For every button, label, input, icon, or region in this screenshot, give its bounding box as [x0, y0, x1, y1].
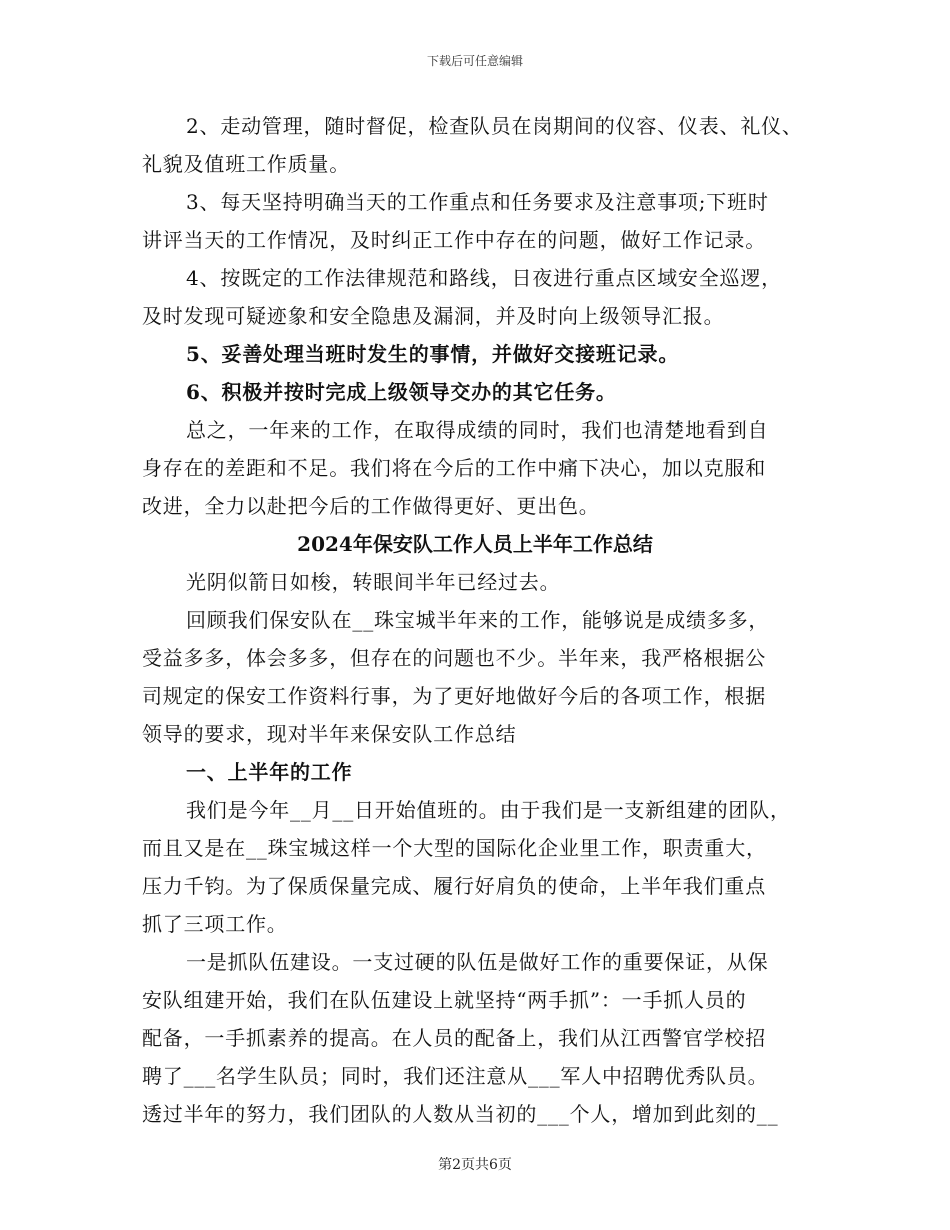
- paragraph-line: 2、走动管理，随时督促，检查队员在岗期间的仪容、仪表、礼仪、: [186, 114, 803, 138]
- paragraph-line: 领导的要求，现对半年来保安队工作总结: [142, 722, 517, 746]
- paragraph-line: 及时发现可疑迹象和安全隐患及漏洞，并及时向上级领导汇报。: [142, 304, 725, 328]
- paragraph-line: 4、按既定的工作法律规范和路线，日夜进行重点区域安全巡逻，: [186, 266, 782, 290]
- paragraph-line: 透过半年的努力，我们团队的人数从当初的___个人，增加到此刻的__: [142, 1102, 779, 1126]
- paragraph-line: 3、每天坚持明确当天的工作重点和任务要求及注意事项;下班时: [186, 190, 769, 214]
- paragraph-line: 礼貌及值班工作质量。: [142, 152, 350, 176]
- paragraph-line: 身存在的差距和不足。我们将在今后的工作中痛下决心，加以克服和: [142, 456, 766, 480]
- paragraph-line: 一是抓队伍建设。一支过硬的队伍是做好工作的重要保证，从保: [186, 950, 769, 974]
- paragraph-line: 我们是今年__月__日开始值班的。由于我们是一支新组建的团队，: [186, 798, 791, 822]
- subheading: 一、上半年的工作: [186, 760, 353, 784]
- paragraph-line: 抓了三项工作。: [142, 912, 288, 936]
- paragraph-line: 受益多多，体会多多，但存在的问题也不少。半年来，我严格根据公: [142, 646, 766, 670]
- paragraph-line: 讲评当天的工作情况，及时纠正工作中存在的问题，做好工作记录。: [142, 228, 766, 252]
- paragraph-line-bold: 6、积极并按时完成上级领导交办的其它任务。: [186, 380, 617, 404]
- paragraph-line: 改进，全力以赴把今后的工作做得更好、更出色。: [142, 494, 600, 518]
- paragraph-line: 回顾我们保安队在__珠宝城半年来的工作，能够说是成绩多多，: [186, 608, 770, 632]
- section-title: 2024年保安队工作人员上半年工作总结: [297, 532, 653, 556]
- paragraph-line: 光阴似箭日如梭，转眼间半年已经过去。: [186, 570, 561, 594]
- paragraph-line-bold: 5、妥善处理当班时发生的事情，并做好交接班记录。: [186, 342, 680, 366]
- page-header-note: 下载后可任意编辑: [426, 54, 523, 68]
- paragraph-line: 总之，一年来的工作，在取得成绩的同时，我们也清楚地看到自: [186, 418, 769, 442]
- paragraph-line: 安队组建开始，我们在队伍建设上就坚持“两手抓”：一手抓人员的: [142, 988, 747, 1012]
- page-number: 第2页共6页: [438, 1157, 512, 1173]
- paragraph-line: 而且又是在__珠宝城这样一个大型的国际化企业里工作，职责重大，: [142, 836, 767, 860]
- paragraph-line: 聘了___名学生队员；同时，我们还注意从___军人中招聘优秀队员。: [142, 1064, 769, 1088]
- paragraph-line: 配备，一手抓素养的提高。在人员的配备上，我们从江西警官学校招: [142, 1026, 766, 1050]
- paragraph-line: 压力千钧。为了保质保量完成、履行好肩负的使命，上半年我们重点: [142, 874, 766, 898]
- paragraph-line: 司规定的保安工作资料行事，为了更好地做好今后的各项工作，根据: [142, 684, 766, 708]
